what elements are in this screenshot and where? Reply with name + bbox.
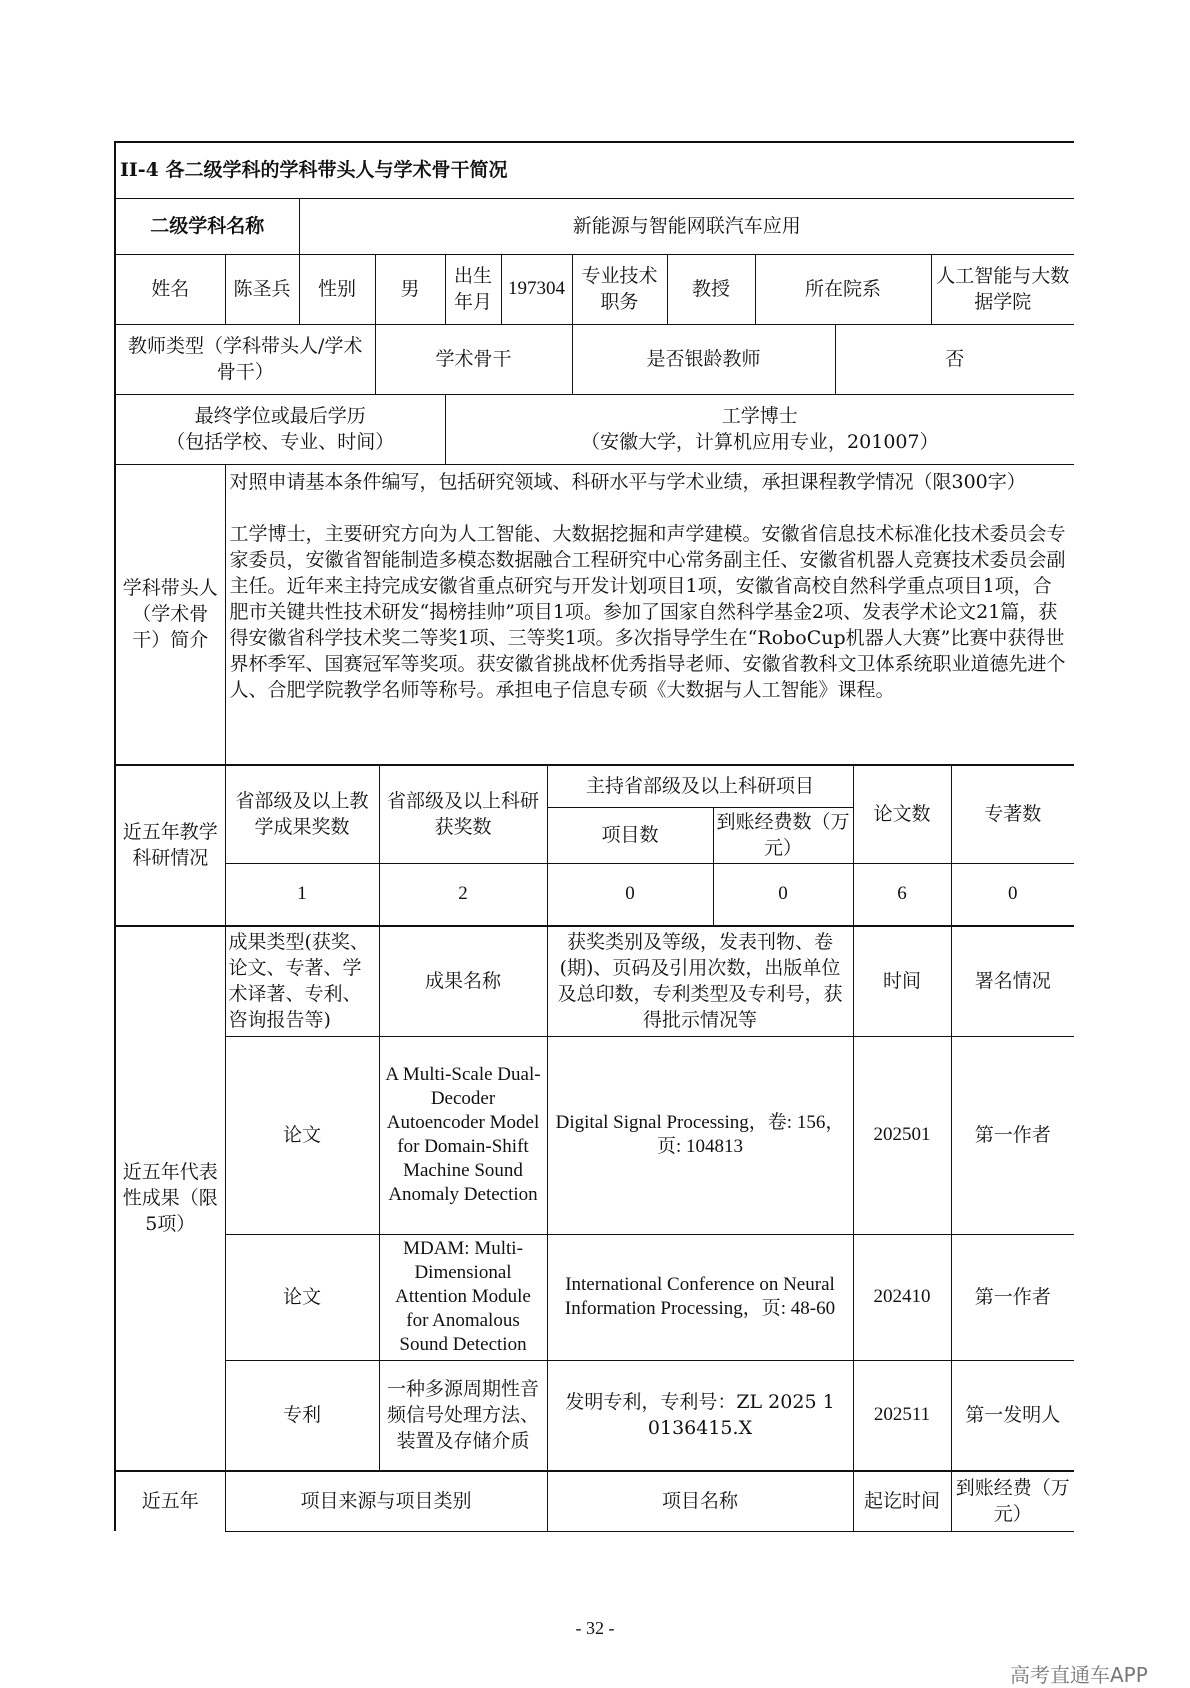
discipline-value: 新能源与智能网联汽车应用 [299,198,1074,254]
funding-value: 0 [713,863,853,925]
funding-header: 到账经费数（万元） [713,807,853,863]
name-value: 陈圣兵 [225,254,299,324]
name-header: 成果名称 [379,926,547,1036]
dept-label: 所在院系 [755,254,931,324]
achievement-name: 一种多源周期性音频信号处理方法、装置及存储介质 [379,1360,547,1470]
teaching-award-value: 1 [225,863,379,925]
silver-teacher-value: 否 [835,324,1074,394]
degree-value [445,394,1074,464]
degree-value-line1: 工学博士 [721,405,798,427]
project-count-value: 0 [547,863,713,925]
project-name-header: 项目名称 [547,1471,853,1531]
intro-text: 工学博士，主要研究方向为人工智能、大数据挖掘和声学建模。安徽省信息技术标准化技术委员会专家委员，安徽省智能制造多模态数据融合工程研究中心常务副主任、安徽省机器人竞赛技术委员会副主任。近年来主持完成安徽省重点研究与开发计划项目1项，安徽省高校自然科学重点项目1项，合肥市关键共性技术研发“揭榜挂帅”项目1项。参加了国家自然科学基金2项、发表学术论文21篇，获得安徽省科学技术奖二等奖1项、三等奖1项。多次指导学生在“RoboCup机器人大赛”比赛中获得世界杯季军、国赛冠军等奖项。获安徽省挑战杯优秀指导老师、安徽省教科文卫体系统职业道德先进个人、合肥学院教学名师等称号。承担电子信息专硕《大数据与人工智能》课程。 [229,522,1066,701]
papers-header: 论文数 [853,765,951,863]
name-label: 姓名 [115,254,225,324]
teacher-type-value: 学术骨干 [375,324,572,394]
projects-label: 近五年 [115,1471,225,1531]
achievement-sign: 第一作者 [951,1234,1074,1360]
birth-value: 197304 [501,254,572,324]
detail-header: 获奖类别及等级，发表刊物、卷(期)、页码及引用次数，出版单位及总印数，专利类型及专利号，获得批示情况等 [547,926,853,1036]
page-number: - 32 - [575,1618,615,1638]
achievement-name: A Multi-Scale Dual-Decoder Autoencoder Model for Domain-Shift Machine Sound Anomaly Detection [379,1036,547,1234]
type-header: 成果类型(获奖、论文、专著、学术译著、专利、咨询报告等) [225,926,379,1036]
application-form [114,141,1074,1534]
intro-instruction: 对照申请基本条件编写，包括研究领域、科研水平与学术业绩，承担课程教学情况（限300字） [229,470,1026,493]
title-value: 教授 [667,254,755,324]
form-table [114,141,1074,765]
degree-value-line2: （安徽大学，计算机应用专业，201007） [581,431,939,453]
achievement-row [115,1234,1074,1360]
achievement-type: 论文 [225,1036,379,1234]
books-value: 0 [951,863,1074,925]
gender-value: 男 [375,254,445,324]
project-count-header: 项目数 [547,807,713,863]
teacher-type-label: 教师类型（学科带头人/学术骨干） [115,324,375,394]
achievement-time: 202511 [853,1360,951,1470]
dept-value: 人工智能与大数据学院 [931,254,1074,324]
discipline-label: 二级学科名称 [115,198,299,254]
project-funding-header: 到账经费（万元） [951,1471,1074,1531]
research-award-header: 省部级及以上科研获奖数 [379,765,547,863]
achievement-type: 专利 [225,1360,379,1470]
achievement-name: MDAM: Multi-Dimensional Attention Module for Anomalous Sound Detection [379,1234,547,1360]
degree-label-line2: （包括学校、专业、时间） [166,431,395,453]
teaching-award-header: 省部级及以上教学成果奖数 [225,765,379,863]
project-period-header: 起讫时间 [853,1471,951,1531]
achievement-time: 202410 [853,1234,951,1360]
books-header: 专著数 [951,765,1074,863]
achievements-table [114,926,1074,1471]
papers-value: 6 [853,863,951,925]
achievement-type: 论文 [225,1234,379,1360]
birth-label: 出生年月 [445,254,501,324]
degree-label-line1: 最终学位或最后学历 [194,405,366,427]
project-source-header: 项目来源与项目类别 [225,1471,547,1531]
app-watermark: 高考直通车APP [1010,1663,1148,1687]
projects-group-header: 主持省部级及以上科研项目 [547,765,853,807]
projects-table [114,1471,1074,1532]
degree-label [115,394,445,464]
title-label: 专业技术职务 [572,254,667,324]
gender-label: 性别 [299,254,375,324]
intro-body [225,464,1074,764]
intro-label: 学科带头人（学术骨干）简介 [115,464,225,764]
research-table [114,765,1074,926]
research-label: 近五年教学科研情况 [115,765,225,925]
section-title: II-4 各二级学科的学科带头人与学术骨干简况 [115,142,1074,198]
research-award-value: 2 [379,863,547,925]
silver-teacher-label: 是否银龄教师 [572,324,835,394]
achievements-label: 近五年代表性成果（限5项） [115,926,225,1470]
achievement-detail: International Conference on Neural Information Processing，页: 48-60 [547,1234,853,1360]
achievement-detail: 发明专利，专利号：ZL 2025 1 0136415.X [547,1360,853,1470]
achievement-row [115,1036,1074,1234]
achievement-sign: 第一作者 [951,1036,1074,1234]
achievement-time: 202501 [853,1036,951,1234]
achievement-sign: 第一发明人 [951,1360,1074,1470]
achievement-detail: Digital Signal Processing，卷: 156，页: 104813 [547,1036,853,1234]
achievement-row [115,1360,1074,1470]
time-header: 时间 [853,926,951,1036]
sign-header: 署名情况 [951,926,1074,1036]
